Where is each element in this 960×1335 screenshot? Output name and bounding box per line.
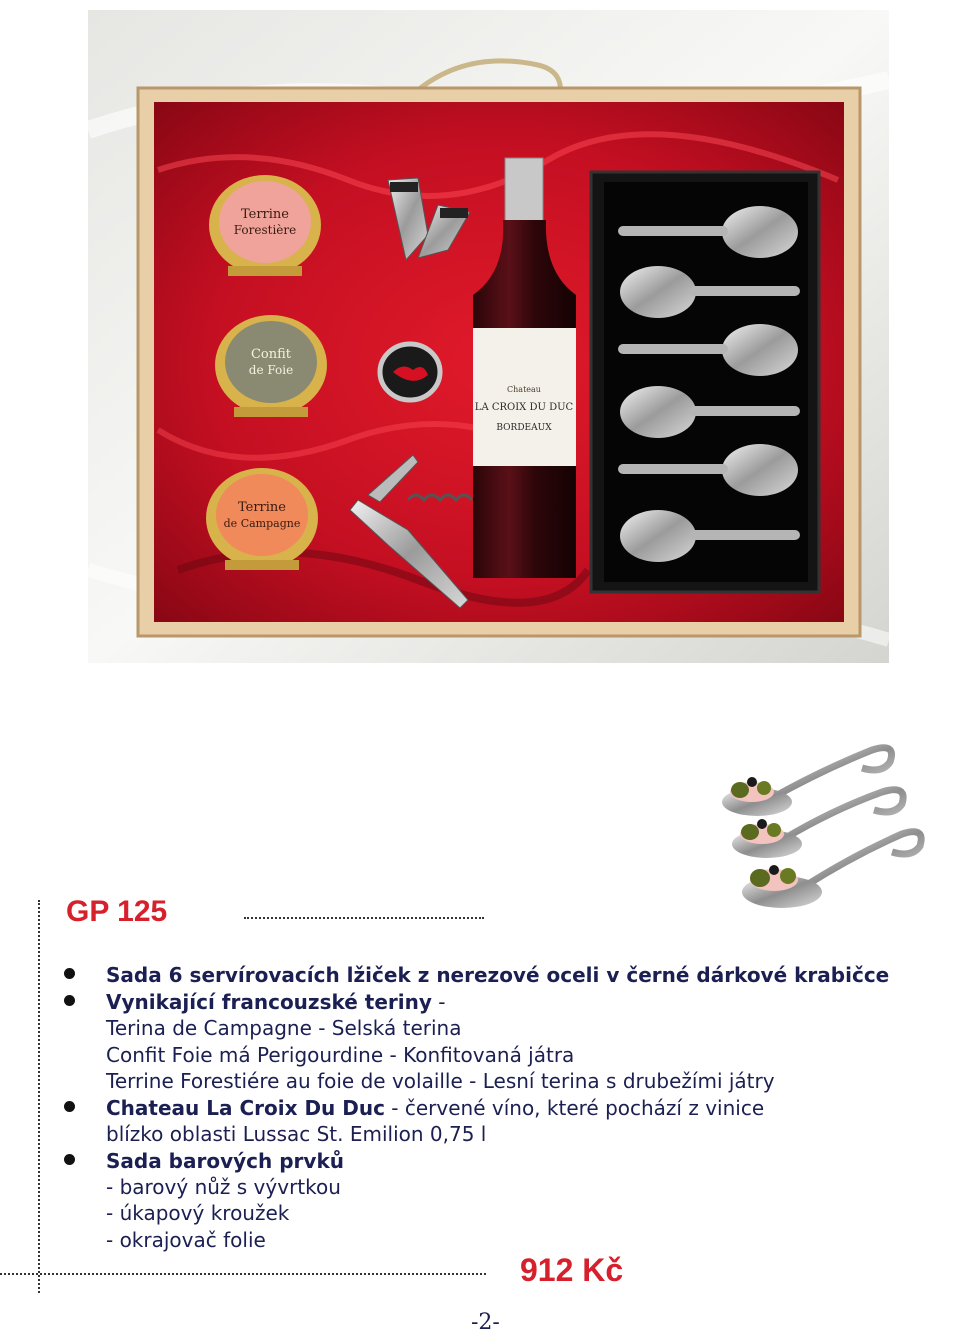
terrine-campagne: Terina de Campagne - Selská terina bbox=[106, 1016, 462, 1040]
item-spoon-set: Sada 6 servírovacích lžiček z nerezové oceli v černé dárkové krabičce bbox=[106, 963, 890, 987]
bar-set-knife: - barový nůž s vývrtkou bbox=[106, 1175, 341, 1199]
terrine-forestiere: Terrine Forestiére au foie de volaille - Lesní terina s drubežími játry bbox=[106, 1069, 775, 1093]
dotted-rule-bottom bbox=[0, 1273, 486, 1275]
price: 912 Kč bbox=[520, 1252, 624, 1288]
item-wine bbox=[106, 1096, 764, 1120]
item-wine-desc: - červené víno, které pochází z vinice bbox=[384, 1096, 765, 1120]
bullet-icon bbox=[64, 995, 75, 1006]
bullet-icon bbox=[64, 1154, 75, 1165]
jar-label-line1: Terrine bbox=[240, 207, 290, 222]
drip-ring bbox=[380, 344, 440, 400]
jar-label-line2: de Campagne bbox=[223, 517, 301, 530]
dotted-rule-top bbox=[244, 917, 484, 919]
item-wine-title: Chateau La Croix Du Duc bbox=[106, 1096, 385, 1120]
jar-label-line2: de Foie bbox=[248, 363, 294, 377]
wine-label-line3: BORDEAUX bbox=[496, 423, 552, 433]
dotted-vertical-rule bbox=[38, 900, 40, 1293]
jar-label-line1: Terrine bbox=[237, 500, 287, 515]
bar-set-drip-ring: - úkapový kroužek bbox=[106, 1201, 290, 1225]
bullet-icon bbox=[64, 968, 75, 979]
spoon-gift-box bbox=[591, 172, 819, 592]
item-terrines-title: Vynikající francouzské teriny bbox=[106, 990, 432, 1014]
wine-label-line1: Chateau bbox=[507, 385, 541, 394]
gift-box-photo bbox=[88, 10, 889, 663]
serving-spoons-photo bbox=[712, 730, 934, 930]
item-terrines-dash: - bbox=[431, 990, 446, 1014]
jar-label-line1: Confit bbox=[250, 347, 292, 362]
bullet-icon bbox=[64, 1101, 75, 1112]
terrine-confit-foie: Confit Foie má Perigourdine - Konfitovaná játra bbox=[106, 1043, 575, 1067]
jar-label-line2: Forestière bbox=[233, 223, 297, 237]
page-number: -2- bbox=[471, 1310, 500, 1335]
bar-set-foil-cutter: - okrajovač folie bbox=[106, 1228, 266, 1252]
item-terrines bbox=[106, 990, 445, 1014]
wine-label-line2: LA CROIX DU DUC bbox=[474, 402, 574, 413]
item-wine-origin: blízko oblasti Lussac St. Emilion 0,75 l bbox=[106, 1122, 487, 1146]
item-bar-set: Sada barových prvků bbox=[106, 1149, 344, 1173]
product-code: GP 125 bbox=[66, 895, 168, 928]
